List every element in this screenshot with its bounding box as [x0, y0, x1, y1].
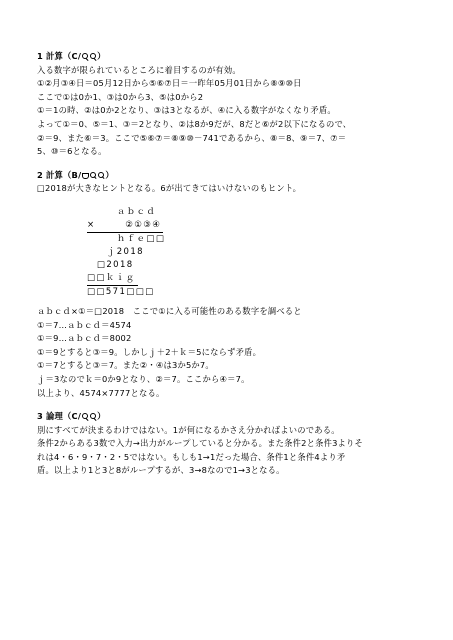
section-1-line: ここで①は0か1、③は0から3、⑤は0から2 — [37, 91, 204, 102]
section-2-line: 以上より、4574×7777となる。 — [37, 387, 165, 398]
section-2-line: ｊ＝3なのでｋ＝0か9となり、②＝7。ここから④＝7。 — [37, 373, 250, 384]
section-2-line: ①＝7とすると③＝7。また②・④は3か5か7。 — [37, 360, 214, 371]
section-3-line: 条件2からある3数で入力→出力がループしていると分かる。また条件2と条件3よりそ — [37, 438, 364, 449]
section-2-line: ①＝9…ａｂｃｄ＝8002 — [37, 333, 132, 344]
section-3-line: 盾。以上より1と3と8がループするが、3→8なので1→3となる。 — [37, 465, 285, 476]
magnifier-icon — [82, 413, 89, 420]
section-2-title-close: ） — [105, 169, 114, 180]
section-2-heading — [37, 169, 431, 183]
section-1-line: 5、⑩＝6となる。 — [37, 146, 107, 157]
section-3-line: れは4・6・9・7・2・5ではない。もしも1→1だった場合、条件1と条件4より矛 — [37, 451, 346, 462]
cup-icon — [82, 173, 89, 179]
calc-row: □2018 — [87, 259, 134, 270]
calc-row-result: □□571□□□ — [87, 286, 155, 297]
section-1-line: ②＝9、また⑥＝3。ここで⑤⑥⑦＝⑧⑨⑩－741であるから、⑧＝8、⑨＝7、⑦＝ — [37, 132, 347, 143]
section-3-title: 3 論理（C/ — [37, 411, 82, 422]
calc-row: ａｂｃｄ — [87, 206, 157, 217]
magnifier-icon — [82, 53, 89, 60]
magnifier-icon — [90, 413, 97, 420]
section-1-title: 1 計算（C/ — [37, 51, 82, 61]
section-1-line: ①＝1の時、②は0か2となり、③は3となるが、④に入る数字がなくなり矛盾。 — [37, 105, 336, 116]
section-3-line: 別にすべてが決まるわけではない。1が何になるかさえ分かればよいのである。 — [37, 424, 340, 435]
section-3-title-close: ） — [97, 411, 106, 422]
section-1-line: 入る数字が限られているところに着目するのが有効。 — [37, 64, 241, 75]
section-1-line: よって①＝0、⑤＝1、③＝2となり、②は8か9だが、8だと⑥が2以下になるので、 — [37, 118, 352, 129]
magnifier-icon — [90, 53, 97, 60]
section-2-line: ①＝7…ａｂｃｄ＝4574 — [37, 319, 132, 330]
section-1-title-close: ） — [97, 51, 106, 61]
section-2-line: ①＝9とすると③＝9。しかしｊ＋2＋ｋ＝5にならず矛盾。 — [37, 346, 262, 357]
magnifier-icon — [90, 172, 97, 179]
section-2-line: ａｂｃｄ×①＝□2018 ここで①に入る可能性のある数字を調べると — [37, 305, 302, 316]
section-3-heading — [37, 410, 431, 424]
calc-row: ｈｆｅ□□ — [87, 233, 166, 244]
section-1-line: ①②月③④日＝05月12日から⑤⑥⑦日＝一昨年05月01日から⑧⑨⑩日 — [37, 78, 302, 89]
magnifier-icon — [98, 172, 105, 179]
section-2-intro: □2018が大きなヒントとなる。6が出てきてはいけないのもヒント。 — [37, 183, 302, 194]
section-1-heading — [37, 50, 431, 64]
calc-row-multiplier: × ②①③④ — [87, 219, 453, 233]
multiplication-calculation — [87, 206, 453, 299]
section-2-title: 2 計算（B/ — [37, 169, 82, 180]
calc-row-last-partial: □□ｋｉｇ — [87, 272, 453, 286]
calc-row: ｊ2018 — [87, 246, 144, 257]
